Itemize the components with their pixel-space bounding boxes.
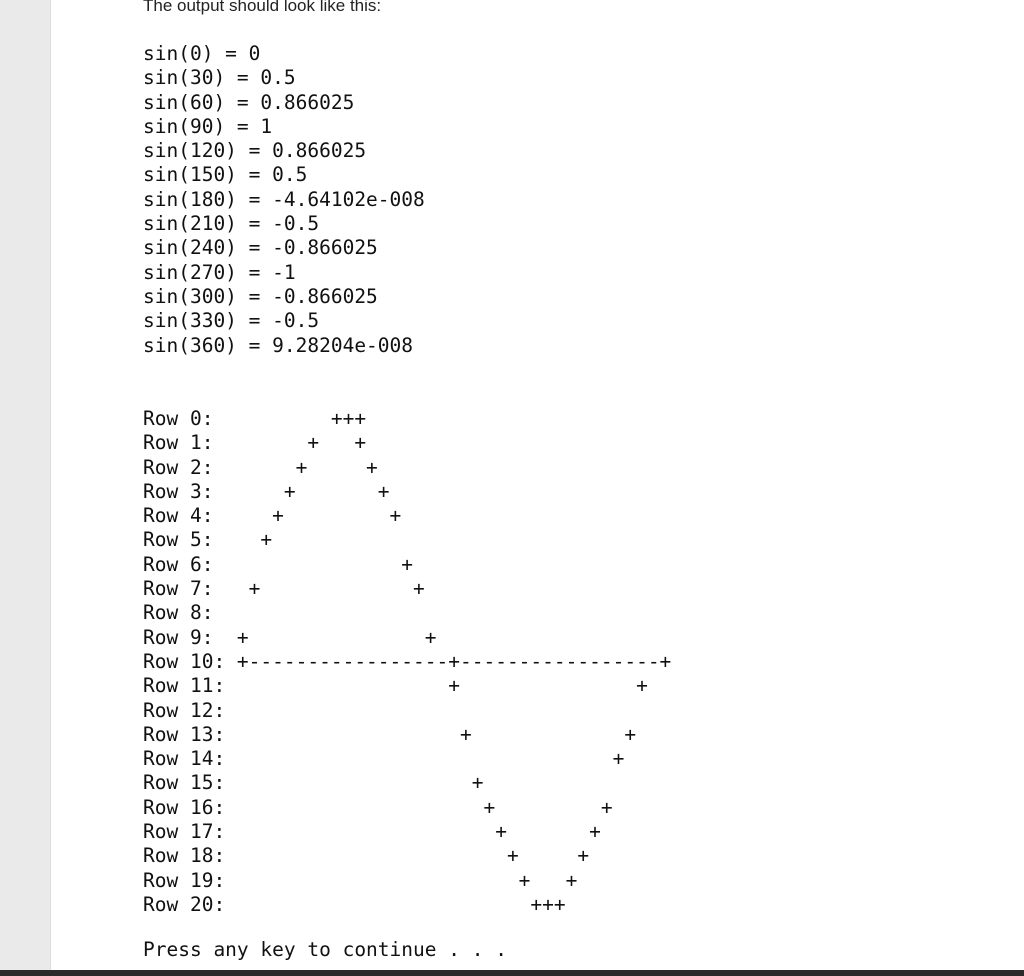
plot-row: Row 14: + [143, 747, 625, 771]
sine-line: sin(330) = -0.5 [143, 309, 320, 333]
plot-row: Row 17: + + [143, 820, 601, 844]
plot-row: Row 5: + [143, 528, 273, 552]
sine-line: sin(360) = 9.28204e-008 [143, 333, 414, 357]
plot-row: Row 0: +++ [143, 407, 367, 430]
plot-row: Row 9: + + [143, 625, 437, 649]
sine-line: sin(0) = 0 [143, 42, 261, 65]
bottom-bar [0, 970, 1024, 976]
plot-row: Row 10: +-----------------+-----------------+ [143, 649, 672, 673]
sine-line: sin(240) = -0.866025 [143, 236, 378, 260]
left-margin [0, 0, 50, 970]
plot-row: Row 4: + + [143, 504, 402, 528]
sine-line: sin(300) = -0.866025 [143, 284, 378, 308]
sine-line: sin(180) = -4.64102e-008 [143, 187, 425, 211]
plot-row: Row 1: + + [143, 431, 367, 455]
plot-row: Row 3: + + [143, 479, 390, 503]
sine-values-output [143, 42, 425, 358]
plot-row: Row 20: +++ [143, 892, 566, 916]
plot-row: Row 13: + + [143, 722, 637, 746]
plot-row: Row 6: + [143, 552, 414, 576]
continue-prompt: Press any key to continue . . . [143, 938, 507, 961]
sine-line: sin(210) = -0.5 [143, 212, 320, 236]
plot-row: Row 18: + + [143, 844, 590, 868]
intro-text: The output should look like this: [143, 0, 382, 15]
sine-line: sin(120) = 0.866025 [143, 139, 367, 163]
plot-row: Row 2: + + [143, 455, 378, 479]
plot-row: Row 12: [143, 698, 226, 722]
plot-row: Row 19: + + [143, 868, 578, 892]
ascii-sine-plot [143, 407, 671, 917]
sine-line: sin(270) = -1 [143, 260, 296, 284]
plot-row: Row 15: + [143, 771, 484, 795]
plot-row: Row 8: [143, 601, 214, 625]
sine-line: sin(30) = 0.5 [143, 66, 296, 90]
plot-row: Row 7: + + [143, 577, 425, 601]
plot-row: Row 16: + + [143, 795, 613, 819]
sine-line: sin(150) = 0.5 [143, 163, 308, 187]
margin-divider [50, 0, 51, 970]
sine-line: sin(60) = 0.866025 [143, 90, 355, 114]
plot-row: Row 11: + + [143, 674, 648, 698]
sine-line: sin(90) = 1 [143, 114, 273, 138]
